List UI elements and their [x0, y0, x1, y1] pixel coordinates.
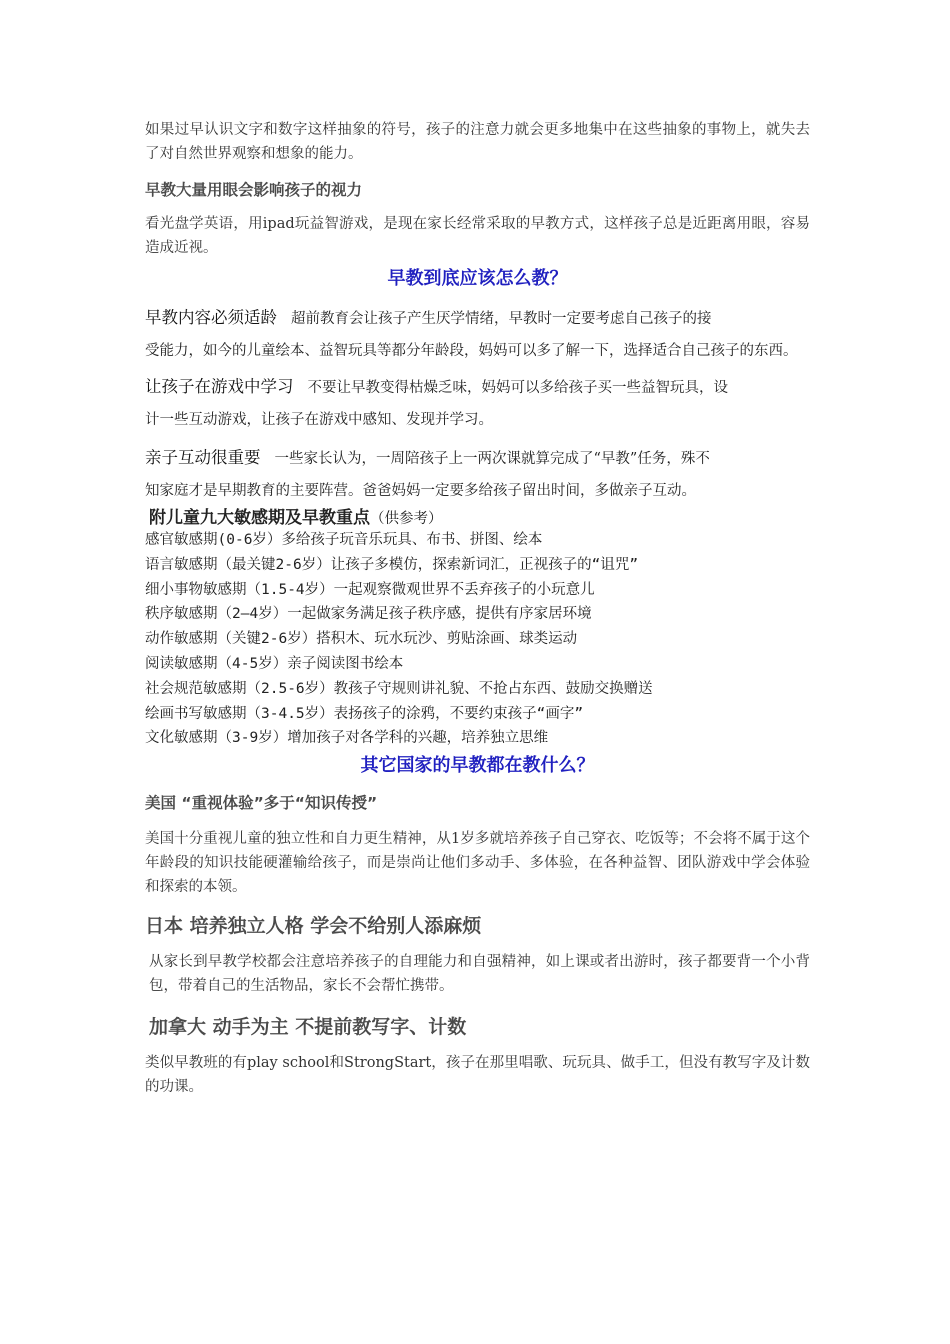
tip-age-appropriate-line1: 超前教育会让孩子产生厌学情绪，早教时一定要考虑自己孩子的接: [291, 311, 712, 327]
list-item: 绘画书写敏感期（3-4.5岁）表扬孩子的涂鸦，不要约束孩子“画字”: [145, 705, 584, 722]
sensitive-periods-title: [145, 503, 810, 528]
tip-parent-interaction-rest: 知家庭才是早期教育的主要阵营。爸爸妈妈一定要多给孩子留出时间，多做亲子互动。: [145, 483, 696, 499]
paragraph-usa: 美国十分重视儿童的独立性和自力更生精神，从1岁多就培养孩子自己穿衣、吃饭等；不会将不属于这个年龄段的知识技能硬灌输给孩子，而是崇尚让他们多动手、多体验，在各种益智、团队游戏中学会体验和探索的本领。: [145, 831, 810, 896]
paragraph-canada: 类似早教班的有play school和StrongStart，孩子在那里唱歌、玩玩具、做手工，但没有教写字及计数的功课。: [145, 1055, 810, 1096]
tip-parent-interaction-lead: 亲子互动很重要: [145, 448, 261, 467]
heading-how-to-teach: 早教到底应该怎么教？: [387, 268, 568, 289]
sensitive-periods-note: （供参考）: [370, 511, 443, 527]
tip-parent-interaction-line1: 一些家长认为，一周陪孩子上一两次课就算完成了“早教”任务，殊不: [274, 451, 710, 467]
list-item: 感官敏感期(0-6岁）多给孩子玩音乐玩具、布书、拼图、绘本: [145, 532, 543, 548]
heading-usa: 美国 “重视体验”多于“知识传授”: [145, 794, 378, 813]
list-item: 社会规范敏感期（2.5-6岁）教孩子守规则讲礼貌、不抢占东西、鼓励交换赠送: [145, 680, 653, 697]
tip-learn-through-play-lead: 让孩子在游戏中学习: [145, 377, 294, 396]
tip-learn-through-play: [145, 367, 810, 432]
heading-eyesight: 早教大量用眼会影响孩子的视力: [145, 181, 363, 199]
paragraph-eyesight: 看光盘学英语，用ipad玩益智游戏，是现在家长经常采取的早教方式，这样孩子总是近距离用眼，容易造成近视。: [145, 216, 810, 256]
sensitive-periods-list: [145, 528, 810, 751]
list-item: 文化敏感期（3-9岁）增加孩子对各学科的兴趣，培养独立思维: [145, 730, 549, 747]
tip-age-appropriate: [145, 298, 810, 363]
document-page: [145, 118, 810, 1099]
list-item: 语言敏感期（最关键2-6岁）让孩子多模仿，探索新词汇，正视孩子的“诅咒”: [145, 556, 639, 573]
heading-canada: 加拿大 动手为主 不提前教写字、计数: [149, 1016, 467, 1039]
list-item: 阅读敏感期（4-5岁）亲子阅读图书绘本: [145, 655, 404, 672]
sensitive-periods-title-text: 附儿童九大敏感期及早教重点: [149, 508, 370, 528]
heading-other-countries: 其它国家的早教都在教什么？: [360, 755, 595, 777]
list-item: 秩序敏感期（2—4岁）一起做家务满足孩子秩序感，提供有序家居环境: [145, 606, 592, 623]
paragraph-abstract-symbols: 如果过早认识文字和数字这样抽象的符号，孩子的注意力就会更多地集中在这些抽象的事物上，就失去了对自然世界观察和想象的能力。: [145, 122, 810, 162]
tip-age-appropriate-lead: 早教内容必须适龄: [145, 308, 277, 327]
tip-learn-through-play-rest: 计一些互动游戏，让孩子在游戏中感知、发现并学习。: [145, 412, 493, 428]
tip-age-appropriate-rest: 受能力，如今的儿童绘本、益智玩具等都分年龄段，妈妈可以多了解一下，选择适合自己孩子的东西。: [145, 343, 798, 359]
list-item: 细小事物敏感期（1.5-4岁）一起观察微观世界不丢弃孩子的小玩意儿: [145, 581, 595, 598]
tip-parent-interaction: [145, 438, 810, 503]
paragraph-japan: 从家长到早教学校都会注意培养孩子的自理能力和自强精神，如上课或者出游时，孩子都要背一个小背包，带着自己的生活物品，家长不会帮忙携带。: [149, 954, 810, 995]
list-item: 动作敏感期（关键2-6岁）搭积木、玩水玩沙、剪贴涂画、球类运动: [145, 631, 578, 648]
heading-japan: 日本 培养独立人格 学会不给别人添麻烦: [145, 915, 482, 938]
tip-learn-through-play-line1: 不要让早教变得枯燥乏味，妈妈可以多给孩子买一些益智玩具，设: [307, 380, 728, 396]
